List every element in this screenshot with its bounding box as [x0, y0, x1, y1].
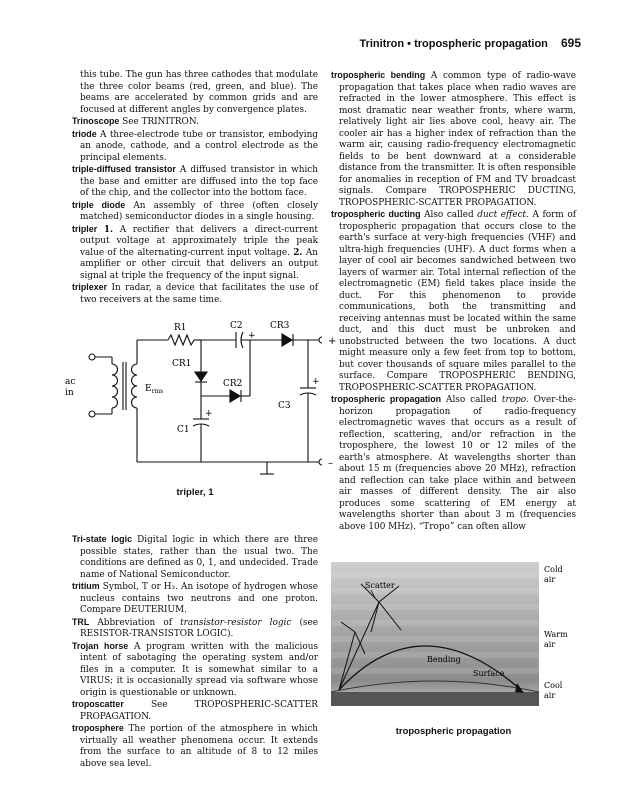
term-trojan-horse: Trojan horse — [72, 640, 129, 651]
entry-trojan-horse — [72, 641, 318, 700]
tropospheric-figure — [331, 562, 576, 737]
c2-label: C2 — [230, 321, 243, 331]
def-ducting-italic: duct effect. — [477, 210, 529, 220]
running-header — [56, 36, 581, 50]
r1-label: R1 — [174, 323, 187, 333]
def-trl-a: Abbreviation of — [97, 617, 181, 628]
term-troposphere: troposphere — [72, 723, 124, 733]
def-propagation-b: Over-the-horizon propagation of radio-frequency electromagnetic waves that occurs as a result of reflection, scattering, and/or refraction in the troposphere, the lowest 10 or 12 miles of the earth's atmosphere. At wavelengths shorter than about 15 m (frequencies above 20 MHz), refraction and reflection can take place within and between air masses of different density. The air also produces some scattering of EM energy at wavelengths shorter than about 3 m (frequencies above 100 MHz). “Tropo” can often allow — [339, 395, 576, 532]
erms-label: $E_{rms}$ — [145, 384, 164, 395]
surface-label: Surface — [473, 669, 505, 678]
term-tropospheric-bending: tropospheric bending — [331, 70, 426, 80]
entry-triplexer — [72, 282, 318, 306]
def-propagation-italic: tropo. — [501, 395, 529, 405]
entry-triple-diffused-transistor — [72, 164, 318, 200]
entry-tropospheric-propagation — [331, 394, 576, 533]
def-tritium: Symbol, T or H₃. An isotope of hydrogen whose nucleus contains two neutrons and one proton. Compare DEUTERIUM. — [80, 582, 318, 615]
def-tri-state-logic: Digital logic in which there are three possible states, rather than the usual two. The conditions are defined as 0, 1, and undecided. Trade name of National Semiconductor. — [80, 535, 319, 580]
entry-troposcatter — [72, 699, 318, 723]
output-plus: + — [328, 336, 337, 347]
def-triplexer: In radar, a device that facilitates the use of two receivers at the same time. — [80, 283, 318, 305]
def-tropospheric-bending: A common type of radio-wave propagation that takes place when radio waves are refracted in the lower atmosphere. This effect is most dramatic near weather fronts, where warm, relatively light air lies above cool, heavy air. The cooler air has a higher index of refraction than the warm air, causing radio-frequency electromagnetic fields to be bent downward at a considerable distance from the transmitter. It is often responsible for anomalies in reception of FM and TV broadcast signals. Compare TROPOSPHERIC DUCTING, TROPOSPHERIC-SCATTER PROPAGATION. — [339, 71, 576, 208]
tripler-caption: tripler, 1 — [176, 486, 214, 498]
term-trinoscope: Trinoscope — [72, 116, 120, 126]
term-tropospheric-ducting: tropospheric ducting — [331, 209, 421, 219]
c2-plus: + — [248, 331, 256, 341]
cr2-label: CR2 — [223, 379, 243, 389]
def-trl-b: (see RESISTOR-TRANSISTOR LOGIC). — [80, 617, 318, 639]
guide-word-left: Trinitron — [359, 38, 405, 50]
warm-air-label-1: Warm — [544, 630, 568, 639]
guide-word-right: tropospheric propagation — [414, 38, 548, 50]
cool-air-label-2: air — [544, 691, 556, 700]
def-trojan-horse: A program written with the malicious intent of sabotaging the operating system and/or files in a computer. It is somewhat similar to a VIRUS; it is occasionally spread via software whose origin is questionable or unknown. — [80, 641, 319, 698]
term-triple-diode: triple diode — [72, 199, 126, 210]
tripler-circuit-diagram — [60, 316, 322, 476]
def-tripler-2: An amplifier or other circuit that delivers an output signal at triple the frequency of the input signal. — [80, 247, 318, 281]
cold-air-label-2: air — [544, 575, 556, 584]
entry-tripler — [72, 224, 318, 283]
c3-plus: + — [312, 377, 320, 387]
term-tropospheric-propagation: tropospheric propagation — [331, 394, 442, 404]
def-troposcatter: See TROPOSPHERIC-SCATTER PROPAGATION. — [80, 700, 318, 722]
def-triple-diffused-transistor: A diffused transistor in which the base and emitter are diffused into the top face of the chip, and the collector into the bottom face. — [80, 165, 318, 198]
cool-air-label-1: Cool — [544, 681, 563, 690]
c1-plus: + — [205, 409, 213, 419]
tropospheric-caption: tropospheric propagation — [395, 726, 512, 737]
entry-tri-state-logic — [72, 534, 318, 581]
term-troposcatter: troposcatter — [72, 699, 124, 709]
right-column — [331, 70, 576, 533]
entry-triple-diode — [72, 200, 318, 224]
entry-triode — [72, 129, 318, 165]
term-tripler: tripler — [72, 223, 98, 234]
term-tri-state-logic: Tri-state logic — [72, 534, 133, 544]
sense-number-1: 1. — [103, 224, 114, 235]
term-triplexer: triplexer — [72, 282, 108, 292]
tripler-figure — [65, 316, 337, 498]
entry-tropospheric-bending — [331, 70, 576, 209]
cold-air-label-1: Cold — [544, 565, 563, 574]
def-propagation-a: Also called — [446, 395, 502, 405]
in-label: in — [65, 388, 74, 398]
c3-label: C3 — [278, 401, 291, 411]
def-tripler-1: A rectifier that delivers a direct-current output voltage at approximately triple the peak value of the alternating-current input voltage. — [80, 224, 319, 258]
cr1-label: CR1 — [172, 359, 192, 369]
entry-tritium — [72, 581, 318, 617]
page-number: 695 — [560, 36, 581, 50]
warm-air-label-2: air — [544, 640, 556, 649]
entry-tropospheric-ducting — [331, 209, 576, 394]
term-trl: TRL — [72, 616, 90, 627]
term-triple-diffused-transistor: triple-diffused transistor — [72, 164, 176, 174]
c1-label: C1 — [177, 425, 190, 435]
entry-trinoscope — [72, 116, 318, 129]
bending-label: Bending — [427, 655, 461, 664]
def-ducting-b: A form of tropospheric propagation that occurs close to the earth's surface at very-high frequencies (VHF) and ultra-high frequencies (UHF). A duct forms when a layer of cool air becomes sandwiched between two layers of warmer air. Total internal reflection of the electromagnetic (EM) field takes place inside the duct. For this phenomenon to provide communications, both the transmitting and receiving antennas must be located within the same duct, and this duct must be unbroken and unobstructed between the two locations. A duct might measure only a few feet from top to bottom, but cover thousands of square miles parallel to the surface. Compare TROPOSPHERIC BENDING, TROPOSPHERIC-SCATTER PROPAGATION. — [339, 210, 576, 393]
term-tritium: tritium — [72, 581, 100, 591]
entry-troposphere — [72, 723, 318, 770]
ac-label: ac — [65, 377, 76, 387]
def-troposphere: The portion of the atmosphere in which virtually all weather phenomena occur. It extends from the surface to an altitude of 8 to 12 miles above sea level. — [80, 724, 318, 769]
def-triode: A three-electrode tube or transistor, embodying an anode, cathode, and a control electrode as the principal elements. — [80, 129, 318, 163]
def-trinoscope: See TRINITRON. — [122, 117, 199, 127]
def-ducting-a: Also called — [424, 210, 478, 220]
def-triple-diode: An assembly of three (often closely matched) semiconductor diodes in a single housing. — [80, 200, 318, 222]
def-trl-italic: transistor-resistor logic — [180, 617, 292, 628]
entry-trl — [72, 617, 318, 641]
cr3-label: CR3 — [270, 321, 290, 331]
tropospheric-propagation-diagram — [331, 562, 576, 722]
output-minus: – — [328, 458, 333, 469]
term-triode: triode — [72, 128, 97, 139]
left-column — [65, 70, 337, 770]
entry-continuation: this tube. The gun has three cathodes that modulate the three color beams (red, green, and blue). The beams are accelerated by common grids and are focused at different angles by convergence plates. — [80, 70, 318, 115]
sense-number-2: 2. — [293, 247, 303, 258]
guide-separator: • — [407, 38, 411, 50]
scatter-label: Scatter — [365, 581, 395, 590]
